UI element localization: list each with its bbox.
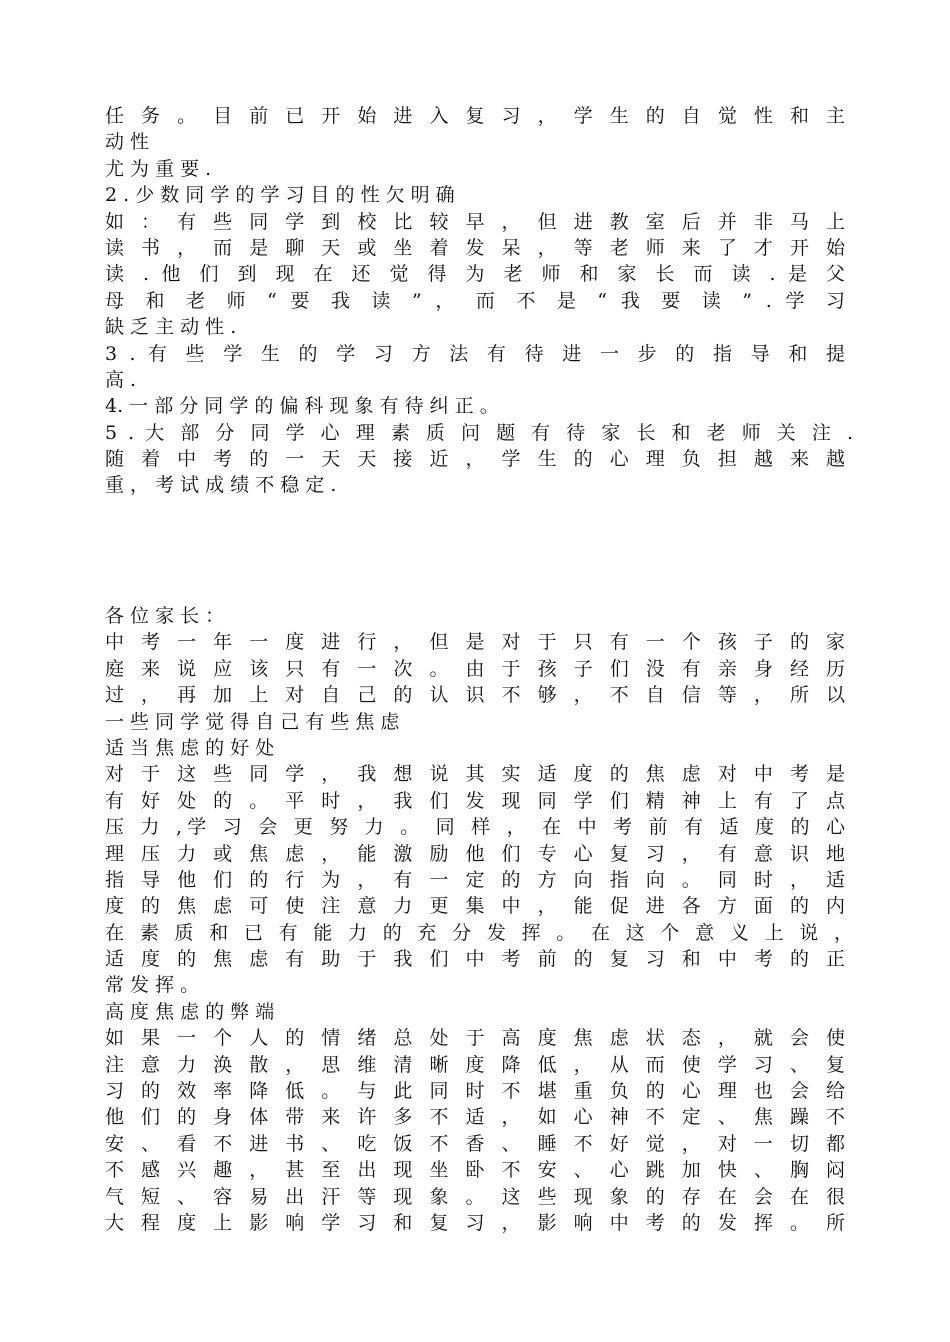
text-line: 如 果 一 个 人 的 情 绪 总 处 于 高 度 焦 虑 状 态 ， 就 会 使 [105, 1027, 845, 1050]
text-block-parents-letter [105, 603, 853, 1236]
text-line: 指 导 他 们 的 行 为 ， 有 一 定 的 方 向 指 向 。 同 时 ， 适 [105, 868, 845, 891]
text-line: 尤 为 重 要 . [105, 157, 212, 180]
text-line: 安 、 看 不 进 书 、 吃 饭 不 香 、 睡 不 好 觉 ， 对 一 切 都 [105, 1132, 845, 1155]
text-line: 4. 一 部 分 同 学 的 偏 科 现 象 有 待 纠 正 。 [105, 395, 499, 418]
text-line: 常 发 挥 。 [105, 974, 200, 997]
text-line: 母 和 老 师 “ 要 我 读 ” ， 而 不 是 “ 我 要 读 ” . 学 习 [105, 289, 845, 312]
text-line: 习 的 效 率 降 低 。 与 此 同 时 不 堪 重 负 的 心 理 也 会 给 [105, 1080, 845, 1103]
text-line: 中 考 一 年 一 度 进 行 ， 但 是 对 于 只 有 一 个 孩 子 的 家 [105, 631, 845, 654]
text-line: 压 力 ,学 习 会 更 努 力 。 同 样 ， 在 中 考 前 有 适 度 的 心 [105, 816, 845, 839]
text-line: 在 素 质 和 已 有 能 力 的 充 分 发 挥 。 在 这 个 意 义 上 说 ， [105, 921, 853, 944]
text-line: 注 意 力 涣 散 ， 思 维 清 晰 度 降 低 ， 从 而 使 学 习 、 复 [105, 1053, 845, 1076]
text-line: 读 书 ， 而 是 聊 天 或 坐 着 发 呆 ， 等 老 师 来 了 才 开 始 [105, 236, 845, 259]
text-line: 度 的 焦 虑 可 使 注 意 力 更 集 中 ， 能 促 进 各 方 面 的 内 [105, 895, 845, 918]
text-line: 高 . [105, 368, 137, 391]
text-line: 一 些 同 学 觉 得 自 己 有 些 焦 虑 [105, 710, 400, 733]
text-block-study-issues [105, 103, 853, 499]
section-heading: 高 度 焦 虑 的 弊 端 [105, 1000, 275, 1023]
text-line: 重 ， 考 试 成 绩 不 稳 定 . [105, 474, 337, 497]
text-line: 3 . 有 些 学 生 的 学 习 方 法 有 待 进 一 步 的 指 导 和 提 [105, 342, 845, 365]
text-line: 如 ： 有 些 同 学 到 校 比 较 早 ， 但 进 教 室 后 并 非 马 上 [105, 210, 845, 233]
text-line: 任 务 。 目 前 已 开 始 进 入 复 习 ， 学 生 的 自 觉 性 和 主 [105, 105, 845, 127]
text-line: 2 . 少 数 同 学 的 学 习 目 的 性 欠 明 确 [105, 184, 455, 207]
salutation: 各 位 家 长 ： [105, 605, 225, 627]
text-line: 适 度 的 焦 虑 有 助 于 我 们 中 考 前 的 复 习 和 中 考 的 正 [105, 948, 845, 971]
text-line: 理 压 力 或 焦 虑 ， 能 激 励 他 们 专 心 复 习 ， 有 意 识 地 [105, 842, 845, 865]
text-line: 气 短 、 容 易 出 汗 等 现 象 。 这 些 现 象 的 存 在 会 在 很 [105, 1185, 845, 1208]
text-line: 读 . 他 们 到 现 在 还 觉 得 为 老 师 和 家 长 而 读 . 是 父 [105, 263, 845, 286]
text-line: 他 们 的 身 体 带 来 许 多 不 适 ， 如 心 神 不 定 、 焦 躁 不 [105, 1106, 845, 1129]
text-line: 不 感 兴 趣 ， 甚 至 出 现 坐 卧 不 安 、 心 跳 加 快 、 胸 闷 [105, 1159, 845, 1182]
section-heading: 适 当 焦 虑 的 好 处 [105, 736, 275, 759]
text-line: 对 于 这 些 同 学 ， 我 想 说 其 实 适 度 的 焦 虑 对 中 考 是 [105, 763, 845, 786]
text-line: 缺 乏 主 动 性 . [105, 316, 237, 339]
text-line: 庭 来 说 应 该 只 有 一 次 。 由 于 孩 子 们 没 有 亲 身 经 历 [105, 657, 845, 680]
text-line: 动 性 [105, 131, 150, 154]
text-line: 随 着 中 考 的 一 天 天 接 近 ， 学 生 的 心 理 负 担 越 来 越 [105, 448, 845, 471]
text-line: 5 . 大 部 分 同 学 心 理 素 质 问 题 有 待 家 长 和 老 师 关 注 . [105, 421, 853, 444]
text-line: 大 程 度 上 影 响 学 习 和 复 习 ， 影 响 中 考 的 发 挥 。 所 [105, 1211, 845, 1234]
text-line: 过 ， 再 加 上 对 自 己 的 认 识 不 够 ， 不 自 信 等 ， 所 以 [105, 684, 845, 707]
text-line: 有 好 处 的 。 平 时 ， 我 们 发 现 同 学 们 精 神 上 有 了 点 [105, 789, 845, 812]
